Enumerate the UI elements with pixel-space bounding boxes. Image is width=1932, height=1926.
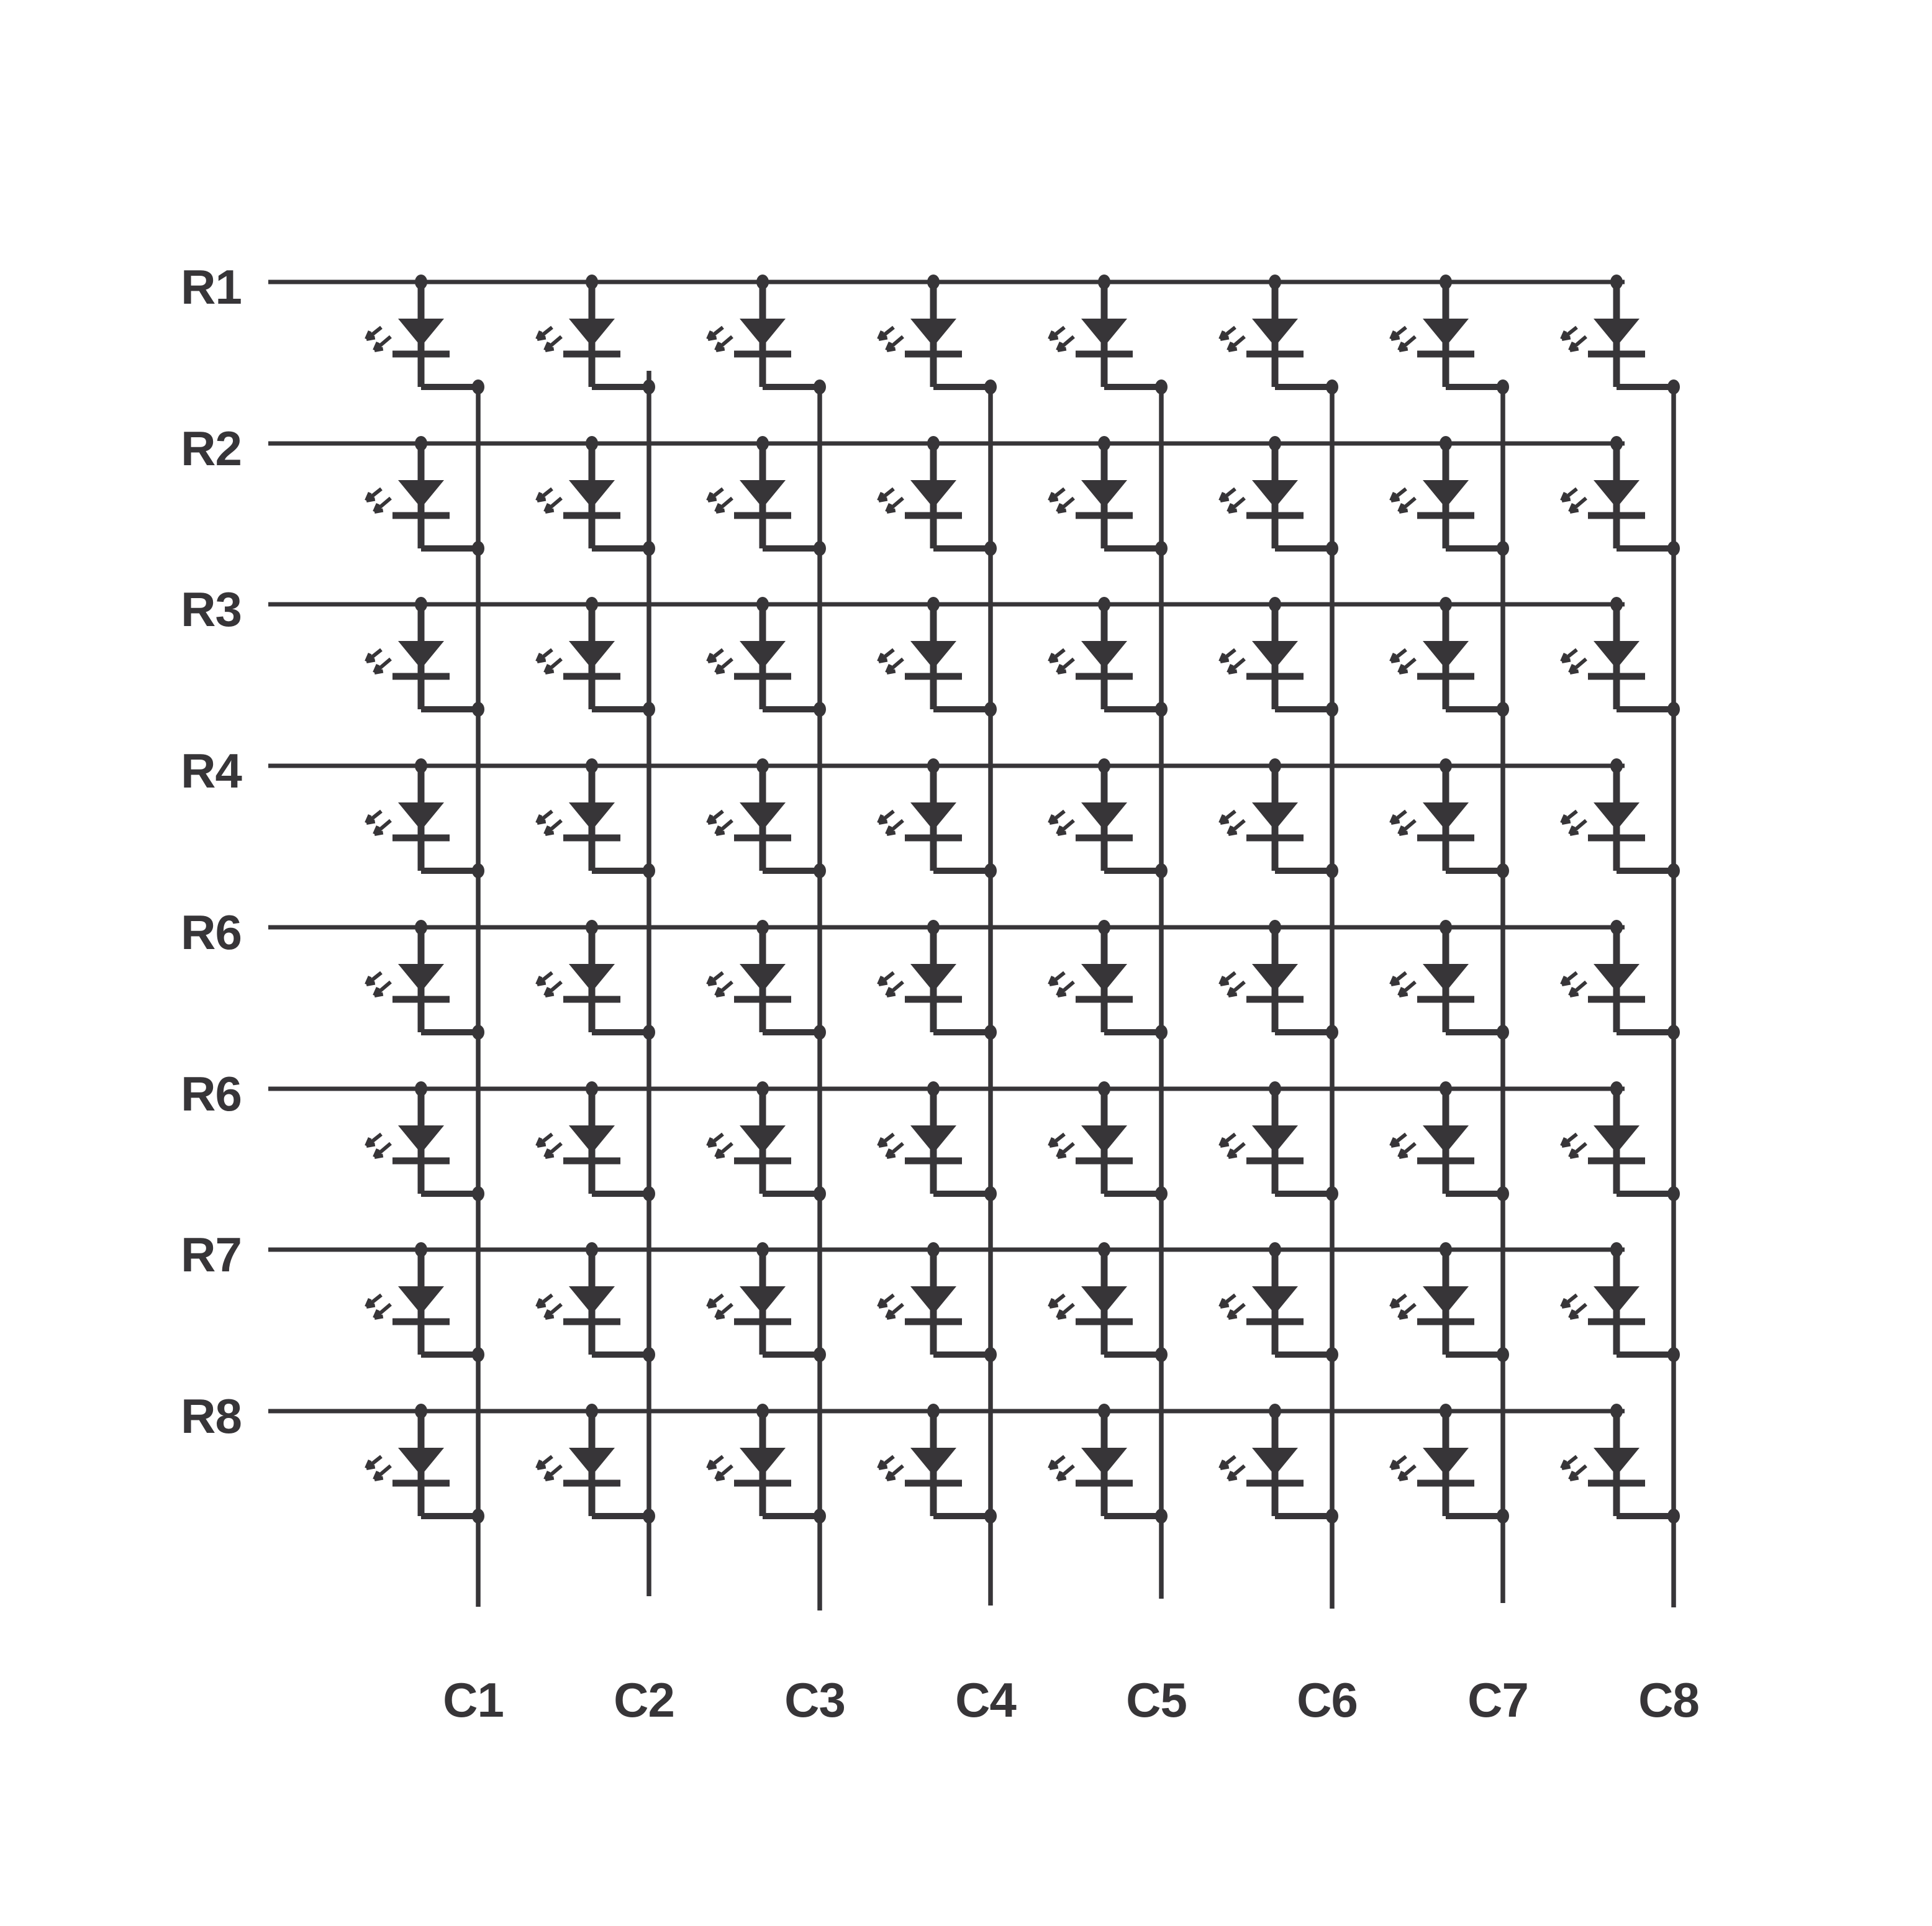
led-r1-c6 bbox=[1220, 275, 1338, 394]
col-label-6: C6 bbox=[1297, 1673, 1358, 1727]
led-r7-c4 bbox=[879, 1242, 997, 1362]
led-r1-c2 bbox=[537, 275, 655, 394]
led-r8-c5 bbox=[1050, 1404, 1168, 1524]
led-r6-c8 bbox=[1562, 1081, 1680, 1201]
led-r2-c3 bbox=[708, 436, 826, 556]
led-r4-c3 bbox=[708, 758, 826, 878]
led-r7-c2 bbox=[537, 1242, 655, 1362]
col-label-3: C3 bbox=[784, 1673, 845, 1727]
col-label-4: C4 bbox=[955, 1673, 1016, 1727]
led-r6-c5 bbox=[1050, 1081, 1168, 1201]
led-r5-c7 bbox=[1391, 920, 1509, 1040]
led-r4-c4 bbox=[879, 758, 997, 878]
led-r5-c5 bbox=[1050, 920, 1168, 1040]
led-r3-c7 bbox=[1391, 597, 1509, 717]
led-r3-c2 bbox=[537, 597, 655, 717]
row-wires bbox=[268, 282, 1625, 1411]
led-r5-c3 bbox=[708, 920, 826, 1040]
led-r1-c7 bbox=[1391, 275, 1509, 394]
led-r3-c4 bbox=[879, 597, 997, 717]
led-r3-c5 bbox=[1050, 597, 1168, 717]
led-r5-c6 bbox=[1220, 920, 1338, 1040]
led-r4-c5 bbox=[1050, 758, 1168, 878]
led-r5-c8 bbox=[1562, 920, 1680, 1040]
led-r2-c6 bbox=[1220, 436, 1338, 556]
led-r4-c6 bbox=[1220, 758, 1338, 878]
led-r6-c2 bbox=[537, 1081, 655, 1201]
led-r8-c1 bbox=[366, 1404, 484, 1524]
led-r6-c1 bbox=[366, 1081, 484, 1201]
led-r5-c2 bbox=[537, 920, 655, 1040]
led-r8-c6 bbox=[1220, 1404, 1338, 1524]
row-label-5: R6 bbox=[181, 905, 242, 960]
led-r8-c4 bbox=[879, 1404, 997, 1524]
led-r6-c6 bbox=[1220, 1081, 1338, 1201]
led-r7-c7 bbox=[1391, 1242, 1509, 1362]
led-r3-c8 bbox=[1562, 597, 1680, 717]
led-r2-c5 bbox=[1050, 436, 1168, 556]
led-r2-c8 bbox=[1562, 436, 1680, 556]
col-label-7: C7 bbox=[1467, 1673, 1528, 1727]
row-label-3: R3 bbox=[181, 582, 242, 637]
row-label-1: R1 bbox=[181, 260, 242, 314]
led-r7-c5 bbox=[1050, 1242, 1168, 1362]
col-label-1: C1 bbox=[443, 1673, 504, 1727]
row-label-6: R6 bbox=[181, 1066, 242, 1121]
column-wires bbox=[478, 371, 1674, 1610]
row-label-8: R8 bbox=[181, 1389, 242, 1443]
led-r6-c7 bbox=[1391, 1081, 1509, 1201]
led-r7-c6 bbox=[1220, 1242, 1338, 1362]
led-r2-c2 bbox=[537, 436, 655, 556]
row-label-7: R7 bbox=[181, 1227, 242, 1282]
row-labels bbox=[181, 260, 242, 1443]
led-r8-c8 bbox=[1562, 1404, 1680, 1524]
led-r1-c4 bbox=[879, 275, 997, 394]
led-r3-c3 bbox=[708, 597, 826, 717]
led-r3-c6 bbox=[1220, 597, 1338, 717]
col-label-8: C8 bbox=[1638, 1673, 1699, 1727]
row-label-4: R4 bbox=[181, 743, 242, 798]
led-r1-c5 bbox=[1050, 275, 1168, 394]
row-label-2: R2 bbox=[181, 421, 242, 476]
led-r4-c1 bbox=[366, 758, 484, 878]
led-r5-c1 bbox=[366, 920, 484, 1040]
col-label-5: C5 bbox=[1126, 1673, 1187, 1727]
led-r5-c4 bbox=[879, 920, 997, 1040]
led-r4-c8 bbox=[1562, 758, 1680, 878]
led-cells bbox=[366, 275, 1680, 1524]
led-r6-c3 bbox=[708, 1081, 826, 1201]
led-r8-c7 bbox=[1391, 1404, 1509, 1524]
led-r3-c1 bbox=[366, 597, 484, 717]
led-r7-c3 bbox=[708, 1242, 826, 1362]
led-r1-c8 bbox=[1562, 275, 1680, 394]
led-r4-c7 bbox=[1391, 758, 1509, 878]
led-r8-c3 bbox=[708, 1404, 826, 1524]
led-r2-c1 bbox=[366, 436, 484, 556]
led-r1-c1 bbox=[366, 275, 484, 394]
led-r4-c2 bbox=[537, 758, 655, 878]
led-r2-c7 bbox=[1391, 436, 1509, 556]
led-r7-c1 bbox=[366, 1242, 484, 1362]
led-r2-c4 bbox=[879, 436, 997, 556]
col-label-2: C2 bbox=[614, 1673, 674, 1727]
column-labels bbox=[443, 1673, 1699, 1727]
led-r8-c2 bbox=[537, 1404, 655, 1524]
led-r7-c8 bbox=[1562, 1242, 1680, 1362]
led-r1-c3 bbox=[708, 275, 826, 394]
led-r6-c4 bbox=[879, 1081, 997, 1201]
